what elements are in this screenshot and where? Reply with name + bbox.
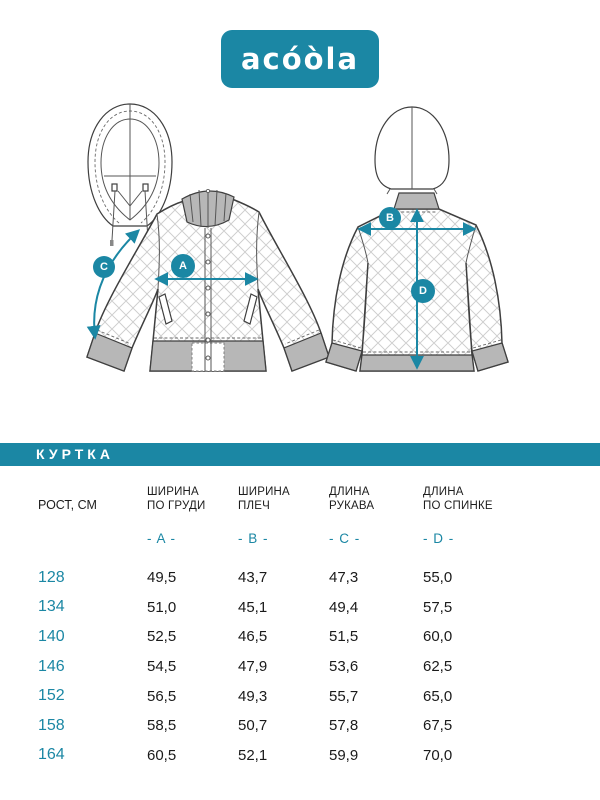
- table-row: 134 51,0 45,1 49,4 57,5: [38, 598, 453, 616]
- back-view-drawing: [326, 107, 508, 371]
- measure-a-label: A: [179, 260, 187, 272]
- letter-d: - D -: [423, 531, 455, 546]
- letter-a: - A -: [147, 531, 177, 546]
- column-header-chest: ШИРИНА ПО ГРУДИ: [147, 486, 206, 512]
- measure-c-label: C: [100, 261, 108, 273]
- table-header-row: [0, 485, 600, 513]
- table-row: 158 58,5 50,7 57,8 67,5: [38, 716, 453, 735]
- table-title-bar: [0, 443, 600, 466]
- letter-b: - B -: [238, 531, 269, 546]
- measure-b-label: B: [386, 212, 394, 224]
- brand-logo-text: acóòla: [240, 42, 360, 76]
- table-row: 128 49,5 43,7 47,3 55,0: [38, 568, 453, 587]
- table-row: 146 54,5 47,9 53,6 62,5: [38, 657, 453, 676]
- row-header-label: РОСТ, СМ: [38, 498, 97, 512]
- table-row: 152 56,5 49,3 55,7 65,0: [38, 687, 453, 705]
- column-header-sleeve: ДЛИНА РУКАВА: [329, 486, 375, 512]
- front-view-drawing: [87, 104, 329, 371]
- letter-c: - C -: [329, 531, 361, 546]
- table-row: 164 60,5 52,1 59,9 70,0: [38, 746, 453, 764]
- table-title: КУРТКА: [36, 446, 114, 462]
- table-row: 140 52,5 46,5 51,5 60,0: [38, 627, 453, 646]
- table-body: [0, 563, 600, 770]
- back-collar: [394, 193, 439, 209]
- column-header-back: ДЛИНА ПО СПИНКЕ: [423, 486, 493, 512]
- measure-d-label: D: [419, 285, 427, 297]
- hood-back-drawing: [375, 107, 449, 194]
- column-header-shoulders: ШИРИНА ПЛЕЧ: [238, 486, 290, 512]
- table-letter-row: [0, 531, 600, 546]
